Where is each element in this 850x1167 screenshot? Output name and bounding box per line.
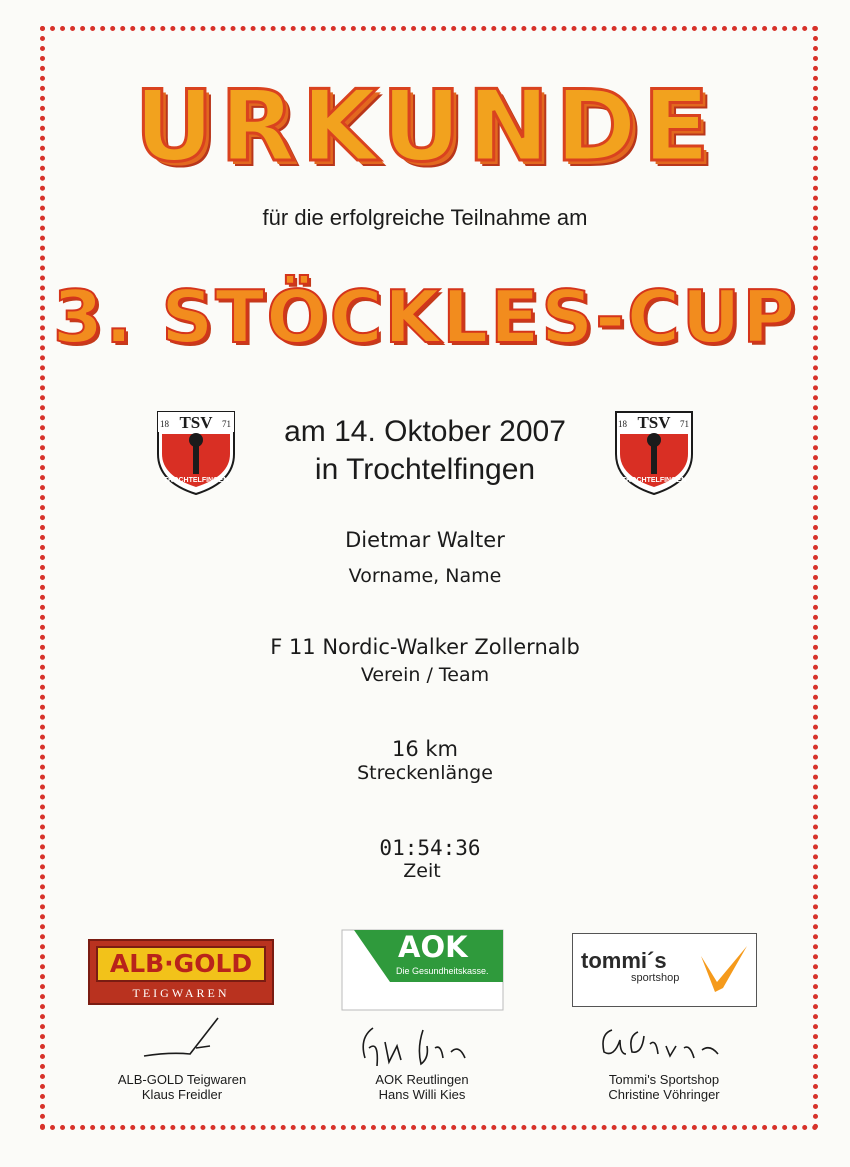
- event-place: in Trochtelfingen: [314, 453, 536, 486]
- aok-logo: [340, 924, 505, 1012]
- certificate-subtitle: für die erfolgreiche Teilnahme am: [262, 205, 588, 230]
- signature-voehringer: [598, 1024, 728, 1070]
- signature-person: Hans Willi Kies: [378, 1087, 466, 1102]
- tommis-tag: sportshop: [631, 972, 680, 984]
- signature-company: Tommi's Sportshop: [608, 1072, 720, 1087]
- svg-text:TROCHTELFINGEN: TROCHTELFINGEN: [163, 477, 229, 484]
- signature-caption-tommis: [564, 1072, 764, 1102]
- participant-name: Dietmar Walter: [345, 528, 505, 552]
- distance-value: 16 km: [391, 737, 458, 761]
- team-name: F 11 Nordic-Walker Zollernalb: [270, 635, 580, 659]
- tsv-crest-right: [614, 410, 694, 496]
- albgold-name: ALB·GOLD: [96, 946, 266, 982]
- team-label: Verein / Team: [360, 664, 490, 686]
- signature-person: Christine Vöhringer: [608, 1087, 720, 1102]
- svg-text:TSV: TSV: [637, 413, 671, 432]
- svg-text:18: 18: [618, 419, 627, 429]
- signature-freidler: [140, 1012, 230, 1064]
- signature-caption-albgold: [82, 1072, 282, 1102]
- tommis-swoosh-icon: [697, 942, 753, 998]
- signature-caption-aok: [322, 1072, 522, 1102]
- event-date-place: [0, 413, 850, 489]
- signature-person: Klaus Freidler: [141, 1087, 223, 1102]
- aok-name: AOK: [398, 930, 468, 964]
- albgold-logo: [88, 939, 274, 1005]
- svg-text:TROCHTELFINGEN: TROCHTELFINGEN: [621, 477, 687, 484]
- distance-label: Streckenlänge: [357, 762, 493, 784]
- signature-kies: [355, 1018, 485, 1073]
- tommis-name: tommi´s: [581, 948, 667, 973]
- svg-text:71: 71: [680, 419, 689, 429]
- svg-text:18: 18: [160, 419, 169, 429]
- svg-text:TSV: TSV: [179, 413, 213, 432]
- signature-company: ALB-GOLD Teigwaren: [117, 1072, 247, 1087]
- participant-name-label: Vorname, Name: [348, 565, 502, 587]
- albgold-tag: TEIGWAREN: [132, 986, 230, 1000]
- svg-text:71: 71: [222, 419, 231, 429]
- tommis-logo: [572, 933, 757, 1007]
- signature-company: AOK Reutlingen: [375, 1072, 469, 1087]
- certificate-title: URKUNDE: [134, 70, 716, 184]
- aok-tag: Die Gesundheitskasse.: [396, 966, 489, 976]
- event-date: am 14. Oktober 2007: [284, 415, 566, 448]
- time-label: Zeit: [403, 860, 441, 882]
- time-value: 01:54:36: [379, 836, 481, 860]
- event-title: 3. STÖCKLES-CUP: [52, 275, 798, 359]
